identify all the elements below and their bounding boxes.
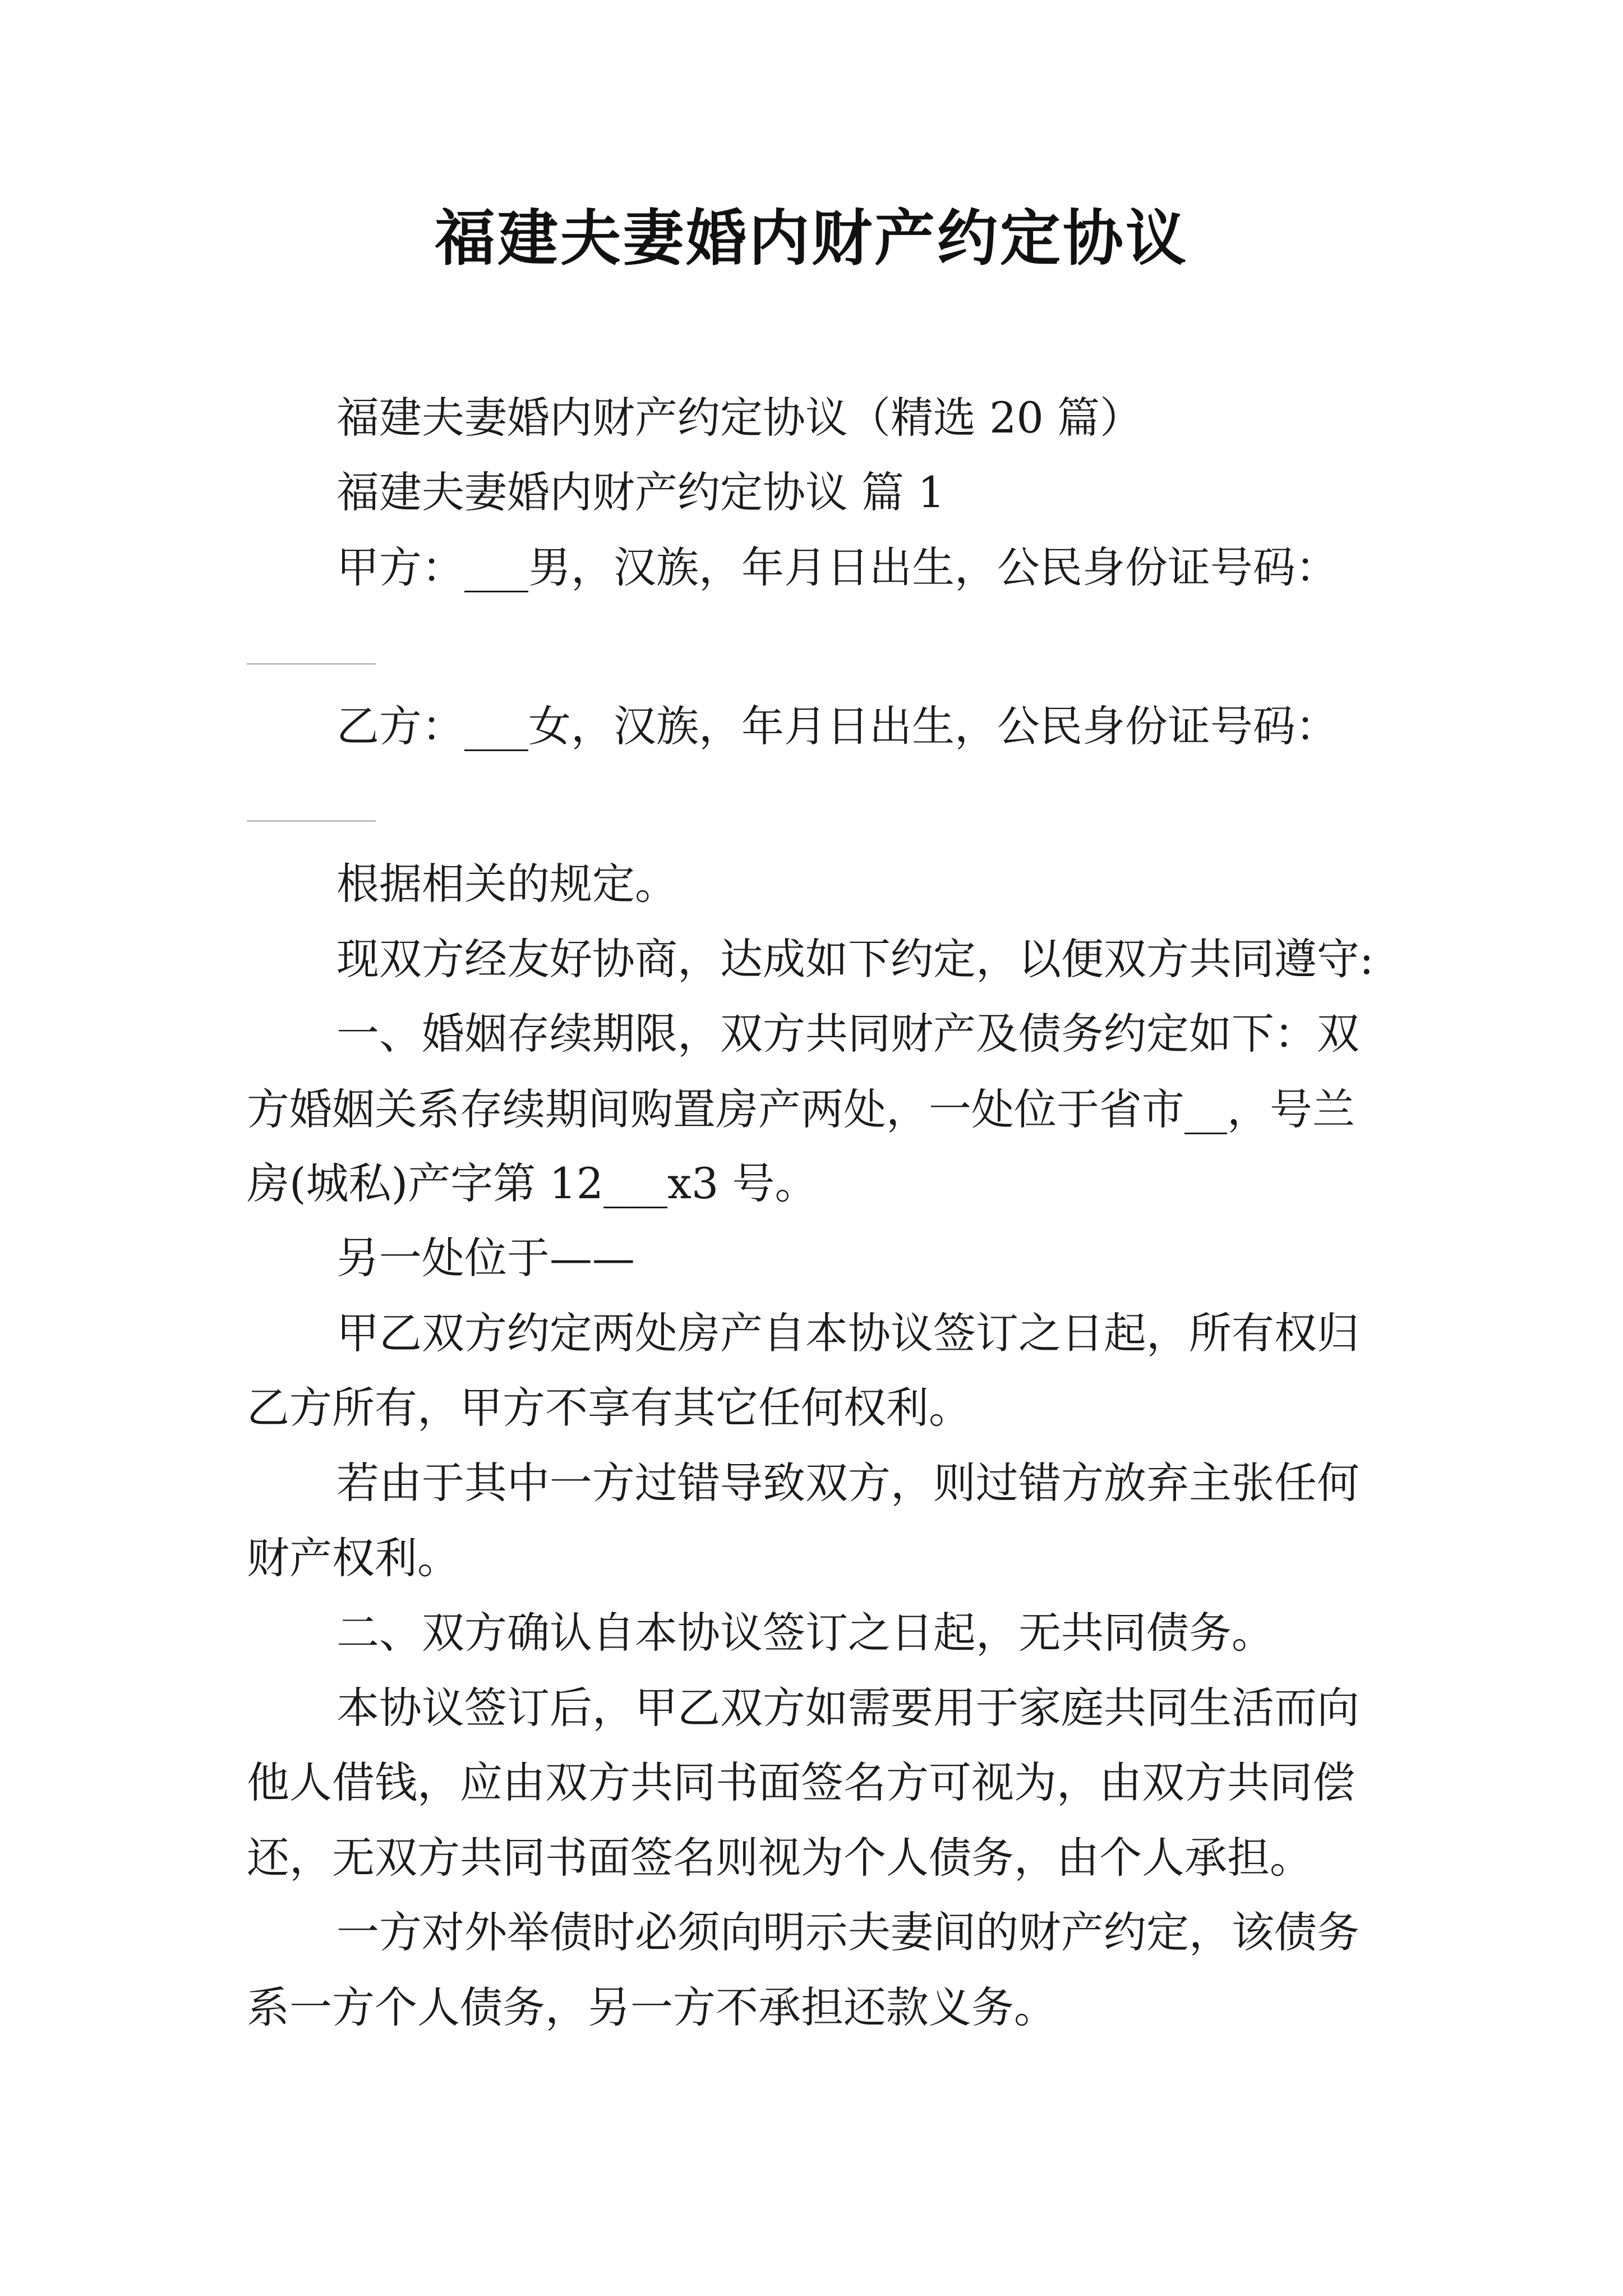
paragraph-line: 房(城私)产字第 12___x3 号。	[247, 1158, 818, 1208]
paragraph-line: 一方对外举债时必须向明示夫妻间的财产约定，该债务	[336, 1907, 1359, 1957]
subtitle-line: 福建夫妻婚内财产约定协议（精选 20 篇）	[336, 393, 1143, 443]
party-a-id-blank	[247, 663, 376, 665]
paragraph-line: 系一方个人债务，另一方不承担还款义务。	[247, 1982, 1057, 2032]
paragraph-line: 一、婚姻存续期限，双方共同财产及债务约定如下：双	[336, 1009, 1359, 1059]
paragraph-line: 现双方经友好协商，达成如下约定，以便双方共同遵守:	[336, 934, 1374, 984]
document-title: 福建夫妻婚内财产约定协议	[434, 203, 1188, 274]
paragraph-line: 乙方所有，甲方不享有其它任何权利。	[247, 1383, 971, 1433]
paragraph-line: 他人借钱，应由双方共同书面签名方可视为，由双方共同偿	[247, 1757, 1355, 1807]
paragraph-line: 若由于其中一方过错导致双方，则过错方放弃主张任何	[336, 1458, 1359, 1508]
party-b-id-blank	[247, 820, 376, 822]
paragraph-line: 财产权利。	[247, 1533, 460, 1583]
party-b-line: 乙方：___女，汉族，年月日出生，公民身份证号码：	[336, 701, 1338, 751]
party-a-line: 甲方：___男，汉族，年月日出生，公民身份证号码：	[336, 542, 1338, 592]
paragraph-line: 本协议签订后，甲乙双方如需要用于家庭共同生活而向	[336, 1683, 1359, 1733]
paragraph-line: 二、双方确认自本协议签订之日起，无共同债务。	[336, 1608, 1274, 1658]
paragraph-line: 另一处位于——	[336, 1233, 635, 1283]
paragraph-line: 根据相关的规定。	[336, 859, 677, 909]
paragraph-line: 甲乙双方约定两处房产自本协议签订之日起，所有权归	[336, 1308, 1359, 1358]
paragraph-line: 还，无双方共同书面签名则视为个人债务，由个人承担。	[247, 1833, 1312, 1883]
section-heading: 福建夫妻婚内财产约定协议 篇 1	[336, 467, 945, 517]
paragraph-line: 方婚姻关系存续期间购置房产两处，一处位于省市__，号兰	[247, 1084, 1355, 1134]
